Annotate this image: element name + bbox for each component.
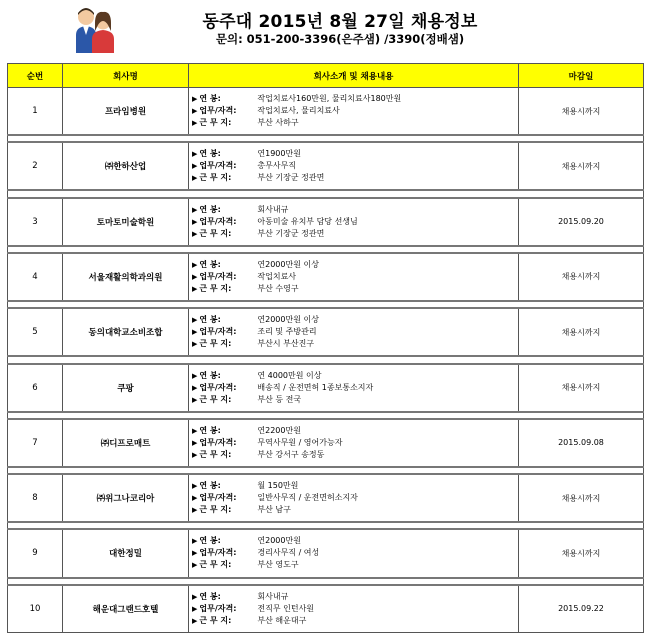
place-label: 근 무 지: — [199, 339, 232, 349]
place-value: 부산 등 전국 — [257, 394, 302, 404]
salary-label: 연 봉: — [199, 259, 221, 269]
row-number: 10 — [8, 585, 63, 633]
company-name: 서울재활의학과의원 — [63, 253, 189, 301]
triangle-bullet-icon: ▶ — [192, 561, 198, 570]
salary-line — [192, 148, 518, 160]
place-line — [192, 394, 518, 406]
row-number: 1 — [8, 88, 63, 136]
row-separator — [8, 190, 644, 197]
table-row — [8, 585, 644, 633]
salary-value: 연2000만원 이상 — [257, 315, 319, 325]
triangle-bullet-icon: ▶ — [192, 604, 198, 613]
row-separator — [8, 246, 644, 253]
table-row — [8, 88, 644, 136]
row-separator — [8, 522, 644, 529]
duty-line — [192, 105, 518, 117]
duty-label: 업무/자격: — [199, 437, 237, 447]
duty-value: 무역사무원 / 영어가능자 — [257, 437, 343, 447]
duty-label: 업무/자격: — [199, 106, 237, 115]
duty-label: 업무/자격: — [199, 271, 237, 281]
triangle-bullet-icon: ▶ — [192, 217, 198, 226]
job-details — [189, 529, 519, 577]
place-line — [192, 449, 518, 461]
triangle-bullet-icon: ▶ — [192, 229, 198, 238]
duty-label: 업무/자격: — [199, 603, 237, 613]
triangle-bullet-icon: ▶ — [192, 174, 198, 183]
place-value: 부산 수영구 — [257, 283, 299, 293]
place-label: 근 무 지: — [199, 173, 232, 183]
table-row — [8, 253, 644, 301]
triangle-bullet-icon: ▶ — [192, 383, 198, 392]
table-row — [8, 529, 644, 577]
job-details — [189, 253, 519, 301]
triangle-bullet-icon: ▶ — [192, 450, 198, 459]
row-number: 7 — [8, 419, 63, 467]
job-details — [189, 198, 519, 246]
salary-value: 작업치료사160만원, 물리치료사180만원 — [257, 94, 402, 103]
table-row — [8, 308, 644, 356]
salary-label: 연 봉: — [199, 315, 221, 325]
job-table — [7, 63, 644, 633]
company-name: ㈜위그나코리아 — [63, 474, 189, 522]
salary-line — [192, 93, 518, 105]
triangle-bullet-icon: ▶ — [192, 395, 198, 404]
duty-label: 업무/자격: — [199, 161, 237, 171]
deadline: 채용시까지 — [519, 308, 644, 356]
company-name: 동의대학교소비조합 — [63, 308, 189, 356]
salary-label: 연 봉: — [199, 204, 221, 214]
deadline: 채용시까지 — [519, 253, 644, 301]
salary-value: 연1900만원 — [257, 149, 301, 159]
salary-label: 연 봉: — [199, 536, 221, 546]
place-line — [192, 338, 518, 350]
row-number: 3 — [8, 198, 63, 246]
job-details — [189, 308, 519, 356]
place-label: 근 무 지: — [199, 449, 232, 459]
duty-line — [192, 492, 518, 504]
row-separator — [8, 578, 644, 585]
triangle-bullet-icon: ▶ — [192, 438, 198, 447]
row-number: 2 — [8, 142, 63, 190]
row-separator — [8, 467, 644, 474]
duty-value: 작업치료사 — [257, 271, 297, 281]
triangle-bullet-icon: ▶ — [192, 150, 198, 159]
salary-line — [192, 591, 518, 603]
job-details — [189, 88, 519, 136]
salary-label: 연 봉: — [199, 425, 221, 435]
row-separator — [8, 412, 644, 419]
company-name: ㈜디프로매트 — [63, 419, 189, 467]
job-details — [189, 142, 519, 190]
place-label: 근 무 지: — [199, 615, 232, 625]
duty-value: 경리사무직 / 여성 — [257, 548, 320, 558]
duty-value: 아동미술 유치부 담당 선생님 — [257, 216, 358, 226]
duty-label: 업무/자격: — [199, 327, 237, 337]
company-name: 해운대그랜드호텔 — [63, 585, 189, 633]
duty-value: 전직무 인턴사원 — [257, 603, 315, 613]
table-row — [8, 198, 644, 246]
salary-line — [192, 314, 518, 326]
place-line — [192, 283, 518, 295]
triangle-bullet-icon: ▶ — [192, 592, 198, 601]
company-name: ㈜한하산업 — [63, 142, 189, 190]
triangle-bullet-icon: ▶ — [192, 205, 198, 214]
salary-line — [192, 480, 518, 492]
company-name: 토마토미술학원 — [63, 198, 189, 246]
triangle-bullet-icon: ▶ — [192, 426, 198, 435]
place-value: 부산 기장군 정관면 — [257, 173, 325, 183]
job-details — [189, 474, 519, 522]
deadline: 2015.09.08 — [519, 419, 644, 467]
triangle-bullet-icon: ▶ — [192, 107, 198, 115]
duty-value: 조리 및 주방관리 — [257, 327, 317, 337]
duty-line — [192, 547, 518, 559]
table-row — [8, 474, 644, 522]
salary-value: 연2000만원 이상 — [257, 259, 319, 269]
place-value: 부산시 부산진구 — [257, 339, 315, 349]
triangle-bullet-icon: ▶ — [192, 272, 198, 281]
place-value: 부산 강서구 송정동 — [257, 449, 325, 459]
salary-line — [192, 535, 518, 547]
deadline: 채용시까지 — [519, 529, 644, 577]
place-line — [192, 559, 518, 571]
duty-label: 업무/자격: — [199, 548, 237, 558]
table-row — [8, 419, 644, 467]
row-number: 9 — [8, 529, 63, 577]
duty-label: 업무/자격: — [199, 493, 237, 503]
column-header-num: 순번 — [8, 64, 63, 88]
page-title: 동주대 2015년 8월 27일 채용정보 — [202, 12, 478, 32]
triangle-bullet-icon: ▶ — [192, 482, 198, 491]
triangle-bullet-icon: ▶ — [192, 316, 198, 325]
salary-label: 연 봉: — [199, 591, 221, 601]
duty-value: 작업치료사, 물리치료사 — [257, 106, 340, 115]
deadline: 채용시까지 — [519, 364, 644, 412]
triangle-bullet-icon: ▶ — [192, 616, 198, 625]
job-details — [189, 419, 519, 467]
table-row — [8, 364, 644, 412]
salary-value: 회사내규 — [257, 204, 289, 214]
salary-line — [192, 259, 518, 271]
triangle-bullet-icon: ▶ — [192, 95, 198, 103]
job-table-body — [8, 88, 644, 633]
duty-value: 배송직 / 운전면허 1종보통소지자 — [257, 382, 374, 392]
duty-label: 업무/자격: — [199, 216, 237, 226]
place-label: 근 무 지: — [199, 228, 232, 238]
column-header-details: 회사소개 및 채용내용 — [189, 64, 519, 88]
triangle-bullet-icon: ▶ — [192, 340, 198, 349]
place-line — [192, 172, 518, 184]
duty-line — [192, 603, 518, 615]
job-details — [189, 364, 519, 412]
duty-line — [192, 216, 518, 228]
salary-line — [192, 425, 518, 437]
column-header-deadline: 마감일 — [519, 64, 644, 88]
place-label: 근 무 지: — [199, 118, 232, 127]
salary-value: 연2200만원 — [257, 425, 301, 435]
place-line — [192, 504, 518, 516]
triangle-bullet-icon: ▶ — [192, 549, 198, 558]
salary-line — [192, 370, 518, 382]
row-number: 8 — [8, 474, 63, 522]
place-value: 부산 사하구 — [257, 118, 299, 127]
place-line — [192, 615, 518, 627]
salary-value: 연 4000만원 이상 — [257, 370, 322, 380]
salary-value: 회사내규 — [257, 591, 289, 601]
people-icon — [72, 5, 116, 55]
place-line — [192, 117, 518, 129]
table-row — [8, 142, 644, 190]
deadline: 채용시까지 — [519, 88, 644, 136]
triangle-bullet-icon: ▶ — [192, 328, 198, 337]
place-value: 부산 영도구 — [257, 560, 299, 570]
deadline: 2015.09.20 — [519, 198, 644, 246]
place-value: 부산 해운대구 — [257, 615, 307, 625]
triangle-bullet-icon: ▶ — [192, 284, 198, 293]
company-name: 프라임병원 — [63, 88, 189, 136]
row-number: 5 — [8, 308, 63, 356]
duty-line — [192, 437, 518, 449]
place-line — [192, 228, 518, 240]
deadline: 채용시까지 — [519, 142, 644, 190]
company-name: 쿠팡 — [63, 364, 189, 412]
triangle-bullet-icon: ▶ — [192, 260, 198, 269]
place-value: 부산 기장군 정관면 — [257, 228, 325, 238]
duty-label: 업무/자격: — [199, 382, 237, 392]
table-header-row — [8, 64, 644, 88]
column-header-company: 회사명 — [63, 64, 189, 88]
salary-label: 연 봉: — [199, 94, 221, 103]
row-number: 6 — [8, 364, 63, 412]
salary-label: 연 봉: — [199, 481, 221, 491]
place-label: 근 무 지: — [199, 394, 232, 404]
place-label: 근 무 지: — [199, 560, 232, 570]
contact-info: 문의: 051-200-3396(은주샘) /3390(정배샘) — [215, 32, 465, 46]
place-value: 부산 남구 — [257, 505, 291, 515]
duty-line — [192, 160, 518, 172]
row-separator — [8, 301, 644, 308]
triangle-bullet-icon: ▶ — [192, 537, 198, 546]
salary-value: 연2000만원 — [257, 536, 301, 546]
duty-line — [192, 326, 518, 338]
deadline: 2015.09.22 — [519, 585, 644, 633]
salary-line — [192, 204, 518, 216]
place-label: 근 무 지: — [199, 505, 232, 515]
salary-label: 연 봉: — [199, 370, 221, 380]
duty-line — [192, 382, 518, 394]
duty-value: 총무사무직 — [257, 161, 297, 171]
triangle-bullet-icon: ▶ — [192, 162, 198, 171]
triangle-bullet-icon: ▶ — [192, 494, 198, 503]
row-separator — [8, 135, 644, 142]
triangle-bullet-icon: ▶ — [192, 371, 198, 380]
job-details — [189, 585, 519, 633]
deadline: 채용시까지 — [519, 474, 644, 522]
row-separator — [8, 356, 644, 363]
salary-value: 월 150만원 — [257, 481, 299, 491]
duty-value: 일반사무직 / 운전면허소지자 — [257, 493, 358, 503]
page-header — [0, 0, 650, 62]
duty-line — [192, 271, 518, 283]
place-label: 근 무 지: — [199, 283, 232, 293]
company-name: 대한정밀 — [63, 529, 189, 577]
row-number: 4 — [8, 253, 63, 301]
triangle-bullet-icon: ▶ — [192, 119, 198, 127]
triangle-bullet-icon: ▶ — [192, 506, 198, 515]
salary-label: 연 봉: — [199, 149, 221, 159]
